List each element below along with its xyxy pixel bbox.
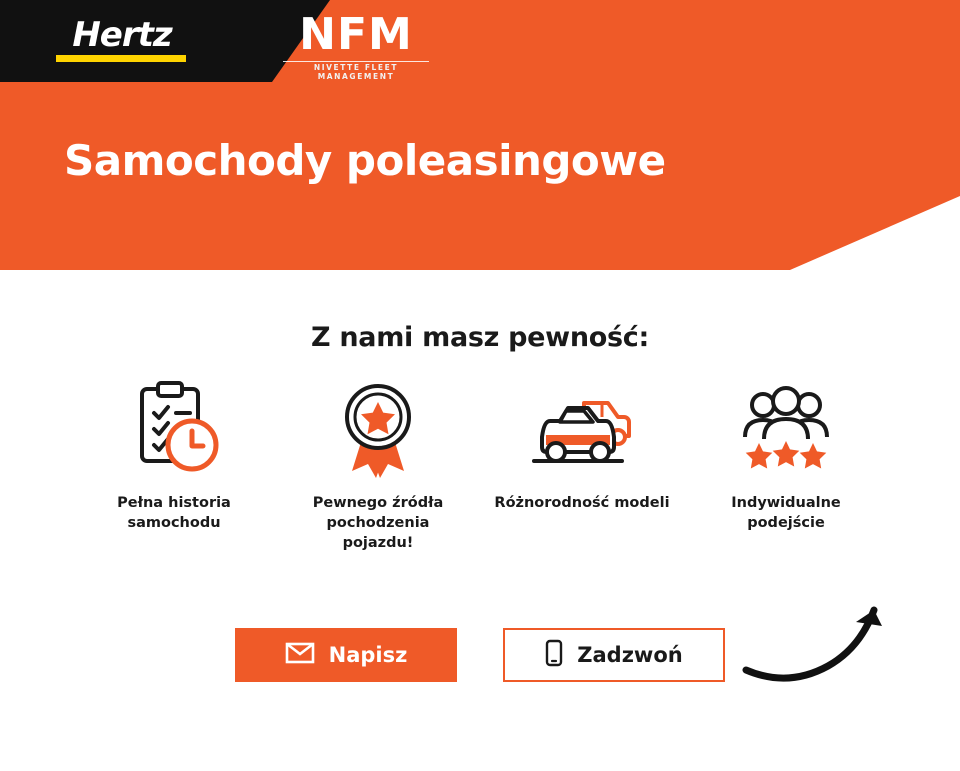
people-stars-icon: [684, 379, 888, 483]
nfm-logo-rule: [283, 61, 429, 62]
cars-icon: [480, 379, 684, 483]
zadzwon-button[interactable]: [503, 628, 725, 682]
clipboard-clock-icon: [72, 379, 276, 483]
page-title: Samochody poleasingowe: [64, 136, 666, 185]
award-medal-icon: [276, 379, 480, 483]
feature-item: [72, 379, 276, 553]
feature-label: Pełna historia samochodu: [117, 495, 231, 531]
nfm-logo-subtitle: NIVETTE FLEET MANAGEMENT: [313, 63, 399, 81]
feature-label: Różnorodność modeli: [494, 495, 670, 511]
napisz-button[interactable]: [235, 628, 457, 682]
phone-icon: [545, 639, 563, 672]
feature-label: Pewnego źródła pochodzenia pojazdu!: [312, 495, 444, 551]
features-list: [0, 379, 960, 553]
feature-item: [276, 379, 480, 553]
feature-item: [684, 379, 888, 553]
napisz-button-label: Napisz: [328, 643, 408, 667]
section-title: Z nami masz pewność:: [311, 322, 649, 353]
page-header: [0, 0, 960, 270]
main-content: [0, 270, 960, 771]
zadzwon-button-label: Zadzwoń: [577, 643, 683, 667]
feature-item: [480, 379, 684, 553]
hertz-logo-underline: [56, 55, 186, 62]
feature-label: Indywidualne podejście: [731, 495, 841, 531]
hertz-logo-text: Hertz: [72, 15, 172, 55]
nfm-logo-text: NFM: [299, 9, 413, 60]
hertz-logo[interactable]: [56, 15, 188, 62]
curved-arrow-icon: [740, 578, 910, 688]
envelope-icon: [285, 642, 315, 669]
nfm-logo[interactable]: [276, 9, 436, 81]
